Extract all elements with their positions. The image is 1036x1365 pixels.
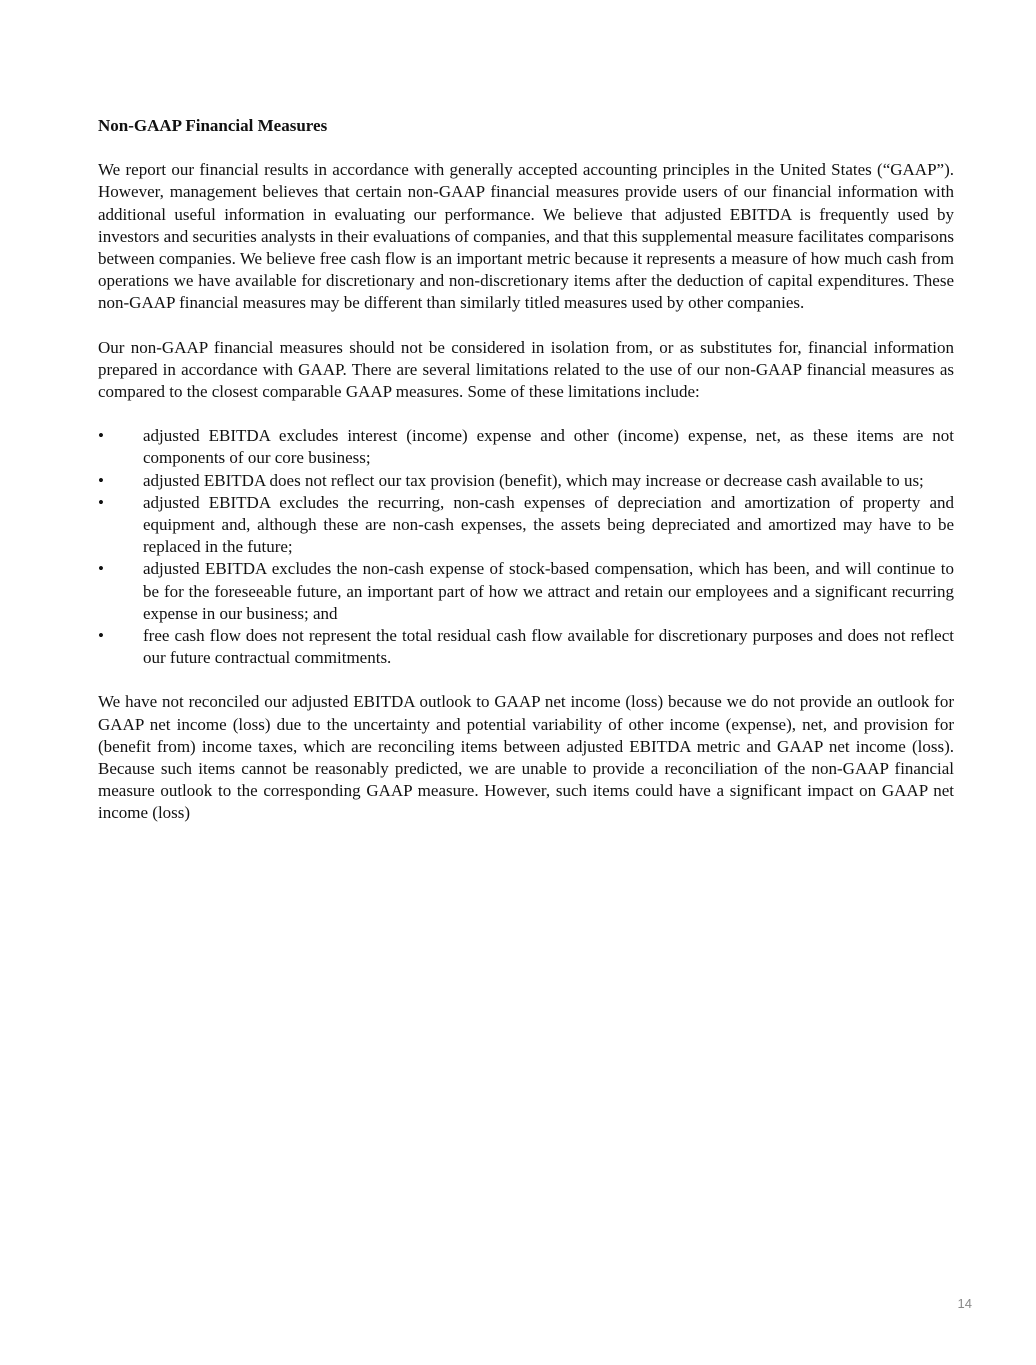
bullet-icon: • xyxy=(98,470,104,490)
list-item xyxy=(98,625,954,669)
page-number: 14 xyxy=(957,1296,972,1311)
list-item-text: adjusted EBITDA excludes the recurring, non-cash expenses of depreciation and amortization of property and equipment and, although these are non-cash expenses, the assets being depreciated and amortized may have to be replaced in the future; xyxy=(143,492,954,557)
limitations-list xyxy=(98,425,954,669)
bullet-icon: • xyxy=(98,492,104,512)
list-item xyxy=(98,558,954,625)
list-item-text: adjusted EBITDA excludes interest (income) expense and other (income) expense, net, as these items are not components of our core business; xyxy=(143,426,954,468)
bullet-icon: • xyxy=(98,626,104,646)
reconciliation-paragraph: We have not reconciled our adjusted EBITDA outlook to GAAP net income (loss) because we do not provide an outlook for GAAP net income (loss) due to the uncertainty and potential variability of other income (expense), net, and provision for (benefit from) income taxes, which are reconciling items between adjusted EBITDA metric and GAAP net income (loss). Because such items cannot be reasonably predicted, we are unable to provide a reconciliation of the non-GAAP financial measure outlook to the corresponding GAAP measure. However, such items could have a significant impact on GAAP net income (loss) xyxy=(98,692,954,823)
bullet-icon: • xyxy=(98,426,104,446)
document-body xyxy=(98,115,954,847)
section-heading: Non-GAAP Financial Measures xyxy=(98,116,328,135)
limitations-paragraph: Our non-GAAP financial measures should not be considered in isolation from, or as substitutes for, financial information prepared in accordance with GAAP. There are several limitations related to the use of our non-GAAP financial measures as compared to the closest comparable GAAP measures. Some of these limitations include: xyxy=(98,337,954,402)
bullet-icon: • xyxy=(98,559,104,579)
list-item-text: adjusted EBITDA excludes the non-cash expense of stock-based compensation, which has been, and will continue to be for the foreseeable future, an important part of how we attract and retain our employees and a significant recurring expense in our business; and xyxy=(143,559,954,623)
list-item xyxy=(98,470,954,492)
intro-paragraph: We report our financial results in accordance with generally accepted accounting principles in the United States (“GAAP”). However, management believes that certain non-GAAP financial measures provide users of our financial information with additional useful information in evaluating our performance. We believe that adjusted EBITDA is frequently used by investors and securities analysts in their evaluations of companies, and that this supplemental measure facilitates comparisons between companies. We believe free cash flow is an important metric because it represents a measure of how much cash from operations we have available for discretionary and non-discretionary items after the deduction of capital expenditures. These non-GAAP financial measures may be different than similarly titled measures used by other companies. xyxy=(98,160,954,313)
list-item-text: adjusted EBITDA does not reflect our tax provision (benefit), which may increase or decrease cash available to us; xyxy=(143,470,924,490)
list-item-text: free cash flow does not represent the total residual cash flow available for discretionary purposes and does not reflect our future contractual commitments. xyxy=(143,626,954,668)
list-item xyxy=(98,492,954,559)
list-item xyxy=(98,425,954,469)
